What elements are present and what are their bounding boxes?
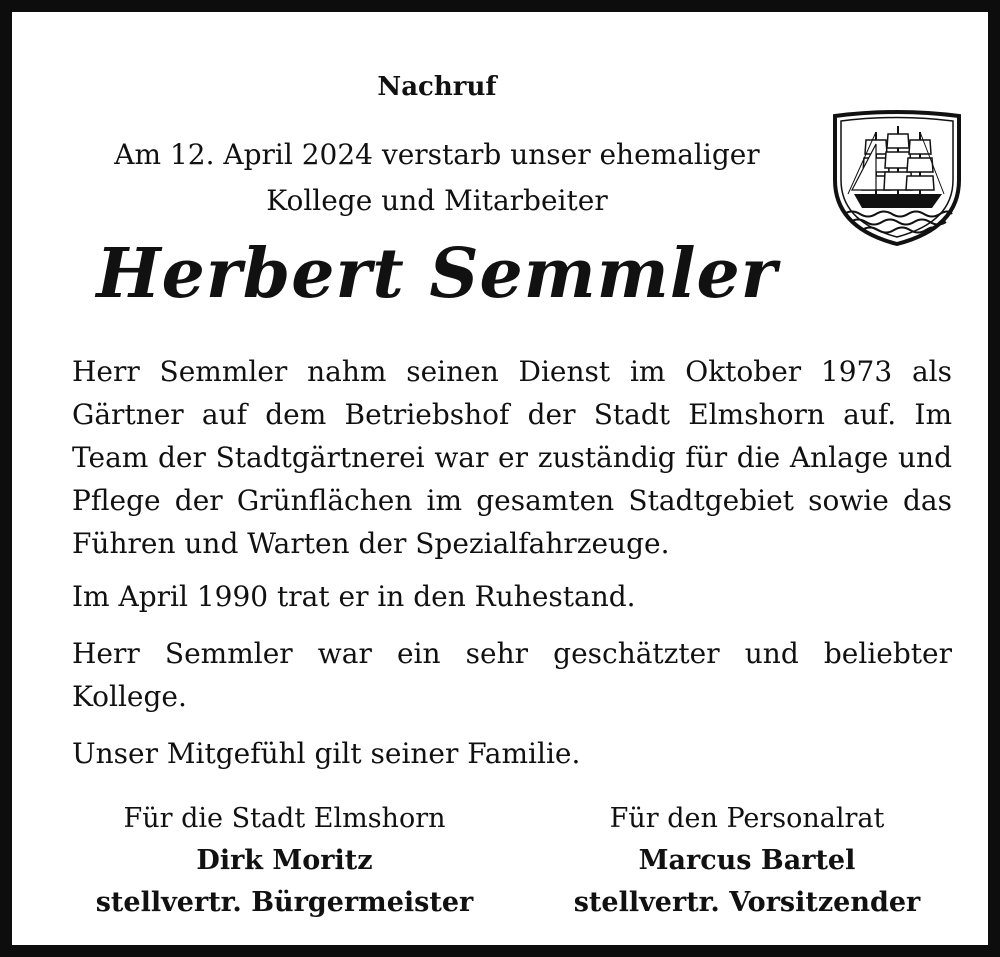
signature-org: Für die Stadt Elmshorn bbox=[123, 803, 446, 834]
ship-coat-of-arms-icon bbox=[832, 110, 962, 246]
paragraph-condolence: Unser Mitgefühl gilt seiner Familie. bbox=[72, 737, 581, 770]
page-title: Nachruf bbox=[377, 72, 497, 102]
signature-block-staff-council bbox=[522, 798, 972, 924]
intro-line-1: Am 12. April 2024 verstarb unser ehemaliger bbox=[114, 138, 760, 171]
paragraph-retirement: Im April 1990 trat er in den Ruhestand. bbox=[72, 580, 636, 613]
signature-role: stellvertr. Bürgermeister bbox=[95, 887, 474, 918]
signature-block-city bbox=[62, 798, 507, 924]
signature-role: stellvertr. Vorsitzender bbox=[573, 887, 921, 918]
intro-line-2: Kollege und Mitarbeiter bbox=[266, 184, 608, 217]
signature-name: Dirk Moritz bbox=[196, 845, 373, 876]
signature-org: Für den Personalrat bbox=[609, 803, 885, 834]
deceased-name: Herbert Semmler bbox=[96, 234, 778, 314]
signature-name: Marcus Bartel bbox=[638, 845, 856, 876]
paragraph-appreciation: Herr Semmler war ein sehr geschätzter und beliebter Kollege. bbox=[72, 637, 952, 713]
paragraph-career: Herr Semmler nahm seinen Dienst im Oktober 1973 als Gärtner auf dem Betriebshof der Stadt Elmshorn auf. Im Team der Stadtgärtnerei war er zuständig für die Anlage und Pflege der Grünflächen im gesamten Stadtgebiet sowie das Führen und Warten der Spezialfahrzeuge. bbox=[72, 355, 952, 560]
